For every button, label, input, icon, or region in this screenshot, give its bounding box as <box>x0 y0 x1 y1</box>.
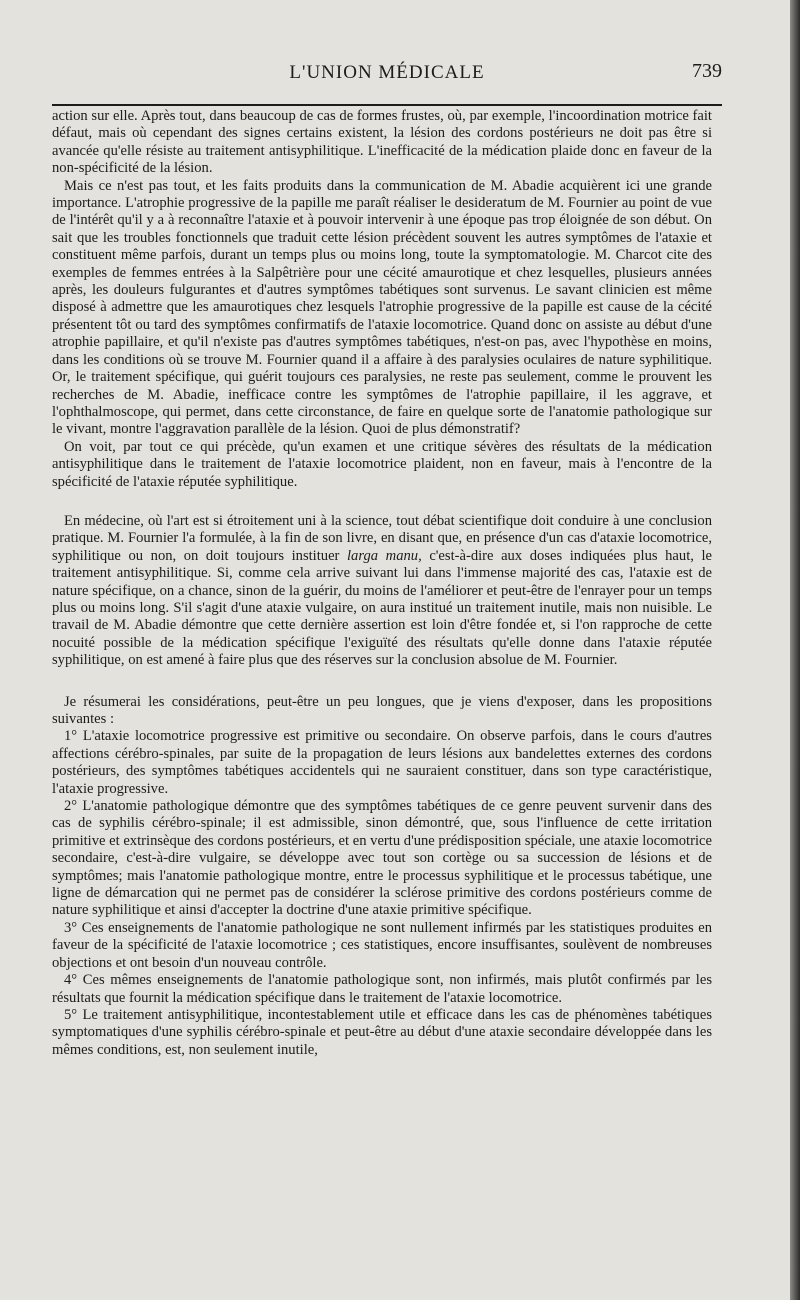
paragraph-continuation: action sur elle. Après tout, dans beaucoup de cas de formes frustes, où, par exemple, l'incoordination motrice fait défaut, mais où cependant des signes certains existent, la lésion des cordons postérieurs ne doit pas être si avancée qu'elle résiste au traitement antisyphilitique. L'inefficacité de la médication plaide donc en faveur de la non-spécificité de la lésion. <box>52 108 712 177</box>
page-number: 739 <box>692 60 722 82</box>
proposition-3: 3° Ces enseignements de l'anatomie pathologique ne sont nullement infirmés par les statistiques produites en faveur de la spécificité de l'ataxie locomotrice ; ces statistiques, encore insuffisantes, soulèvent de nombreuses objections et ont besoin d'un nouveau contrôle. <box>52 919 712 971</box>
running-title: L'UNION MÉDICALE <box>289 62 485 83</box>
proposition-4: 4° Ces mêmes enseignements de l'anatomie pathologique sont, non infirmés, mais plutôt confirmés par les résultats que fournit la médication spécifique dans le traitement de l'ataxie locomotrice. <box>52 972 712 1006</box>
proposition-5: 5° Le traitement antisyphilitique, incontestablement utile et efficace dans les cas de phénomènes tabétiques symptomatiques d'une syphilis cérébro-spinale et peut-être au début d'une ataxie secondaire développée dans les mêmes conditions, est, non seulement inutile, <box>52 1006 712 1058</box>
paragraph-medecine <box>52 513 712 670</box>
header-rule <box>52 104 722 106</box>
paragraph-abadie: Mais ce n'est pas tout, et les faits produits dans la communication de M. Abadie acquièrent ici une grande importance. L'atrophie progressive de la papille me paraît réaliser le desideratum de M. Fournier au point de vue de l'intérêt qu'il y a à reconnaître l'ataxie et à pouvoir intervenir à une époque pas trop éloignée de son début. On sait que les troubles fonctionnels que traduit cette lésion précèdent souvent les autres symptômes de l'ataxie et constituent même parfois, durant un temps plus ou moins long, toute la symptomatologie. M. Charcot cite des exemples de femmes entrées à la Salpêtrière pour une cécité amaurotique et chez lesquelles, plusieurs années après, les douleurs fulgurantes et d'autres symptômes tabétiques sont survenus. Le savant clinicien est même disposé à admettre que les amaurotiques chez lesquels l'atrophie progressive de la papille est cause de la cécité présentent tôt ou tard des symptômes confirmatifs de l'ataxie locomotrice. Quand donc on assiste au début d'une atrophie papillaire, et qu'il n'existe pas d'autres symptômes tabétiques, n'est-on pas, avec l'hypothèse en moins, dans les conditions où se trouve M. Fournier quand il a affaire à des paralysies oculaires de nature syphilitique. Or, le traitement spécifique, qui guérit toujours ces paralysies, ne reste pas seulement, comme le prouvent les recherches de M. Abadie, inefficace contre les symptômes de l'atrophie papillaire, il les aggrave, et l'ophthalmoscope, qui permet, dans cette circonstance, de faire en quelque sorte de l'anatomie pathologique sur le vivant, montre l'aggravation parallèle de la lésion. Quoi de plus démonstratif? <box>52 177 712 438</box>
page-edge-shadow <box>790 0 800 1300</box>
italic-phrase: larga manu, <box>347 547 422 564</box>
proposition-2: 2° L'anatomie pathologique démontre que des symptômes tabétiques de ce genre peuvent survenir dans des cas de syphilis cérébro-spinale; il est admissible, sinon démontré, que, sous l'influence de cette irritation primitive et extrinsèque des cordons postérieurs, et en vertu d'une prédisposition spéciale, une ataxie locomotrice secondaire, c'est-à-dire vulgaire, se développe avec tout son cortège ou sa succession de lésions et de symptômes; mais l'anatomie pathologique montre, entre le processus syphilitique et le processus tabétique, une ligne de démarcation qui ne permet pas de considérer la sclérose primitive des cordons postérieurs comme de nature syphilitique et ainsi d'accepter la doctrine d'une ataxie primitive spécifique. <box>52 798 712 919</box>
body-text <box>52 108 712 1059</box>
page-header <box>52 58 722 88</box>
paragraph-resume: Je résumerai les considérations, peut-être un peu longues, que je viens d'exposer, dans les propositions suivantes : <box>52 693 712 727</box>
paragraph-medecine-part1: En médecine, où l'art est si étroitement uni à la science, tout débat scientifique doit conduire à une conclusion pratique. M. Fournier l'a formulée, à la fin de son livre, en disant que, en présence d'un cas d'ataxie locomotrice, syphilitique ou non, on doit toujours instituer <box>52 512 712 564</box>
proposition-1: 1° L'ataxie locomotrice progressive est primitive ou secondaire. On observe parfois, dans le cours d'autres affections cérébro-spinales, par suite de la propagation de leurs lésions aux bandelettes externes des cordons postérieurs, des symptômes tabétiques accidentels qui ne sauraient constituer, dans son type caractéristique, l'ataxie progressive. <box>52 728 712 797</box>
paragraph-conclusion: On voit, par tout ce qui précède, qu'un examen et une critique sévères des résultats de la médication antisyphilitique dans le traitement de l'ataxie locomotrice plaident, non en faveur, mais à l'encontre de la spécificité de l'ataxie réputée syphilitique. <box>52 438 712 490</box>
paragraph-medecine-part2: c'est-à-dire aux doses indiquées plus haut, le traitement antisyphilitique. Si, comme cela arrive suivant lui dans l'immense majorité des cas, l'ataxie est de nature spécifique, on a chance, sinon de la guérir, du moins de l'améliorer et peut-être de l'enrayer pour un temps plus ou moins long. S'il s'agit d'une ataxie vulgaire, on aura institué un traitement inutile, mais non nuisible. Le travail de M. Abadie démontre que cette dernière assertion est loin d'être fondée et, si l'on rapproche de cette nocuité possible de la médication spécifique l'exiguïté des résultats qu'elle donne dans l'ataxie réputée syphilitique, on est amené à faire plus que des réserves sur la conclusion absolue de M. Fournier. <box>52 547 712 669</box>
